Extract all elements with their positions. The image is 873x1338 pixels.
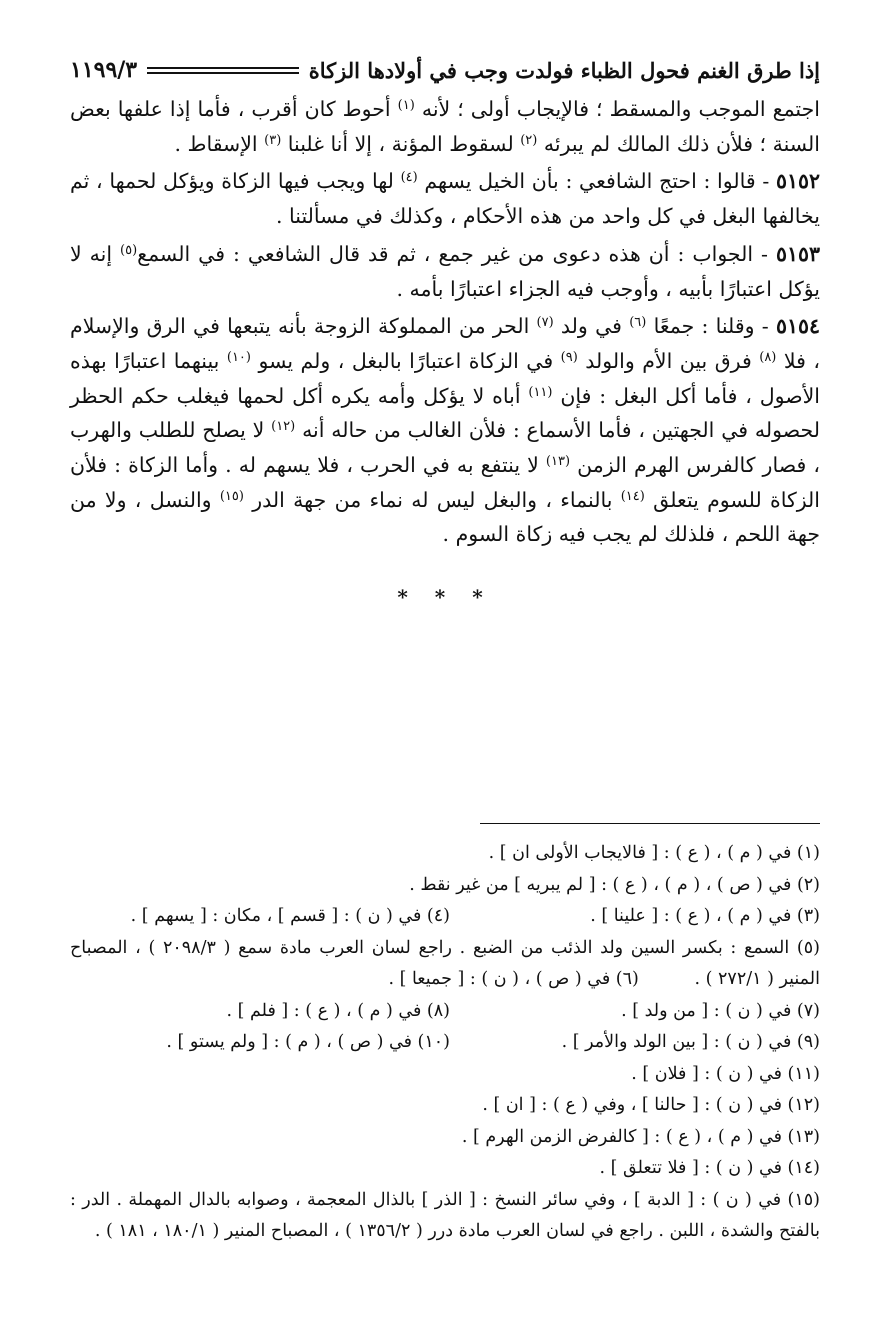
- footnote-5-text: (٥) السمع : بكسر السين ولد الذئب من الضبع . راجع لسان العرب مادة سمع ( ٢٠٩٨/٣ ) ، المصباح المنير ( ٢٧٢/١ ) .: [70, 937, 820, 989]
- text-run: في الزكاة اعتبارًا بالبغل ، ولم يسو: [251, 348, 561, 373]
- footnote-ref[interactable]: (١٤): [620, 488, 645, 504]
- footnote-ref[interactable]: (٥): [120, 242, 138, 258]
- text-run: إنه لا يؤكل اعتبارًا بأبيه ، وأوجب فيه الجزاء اعتبارًا بأمه .: [70, 241, 820, 301]
- footnote-separator-rule: [480, 823, 820, 824]
- text-run: لسقوط المؤنة ، إلا أنا غلبنا: [281, 131, 521, 156]
- text-run: لا يصلح للطلب والهرب ، فصار كالفرس الهرم الزمن: [70, 418, 820, 478]
- paragraph-number: ٥١٥٤: [775, 314, 820, 339]
- running-header: [70, 48, 820, 92]
- text-run: والنسل ، ولا من جهة اللحم ، فلذلك لم يجب فيه زكاة السوم .: [70, 487, 820, 547]
- main-text: [70, 92, 820, 615]
- footnote-ref[interactable]: (١٣): [545, 454, 571, 470]
- text-run: الإسقاط .: [174, 131, 265, 156]
- text-run: بينهما اعتبارًا بهذه الأصول ، فأما أكل البغل : فإن: [70, 348, 820, 408]
- paragraph-number: ٥١٥٢: [775, 169, 820, 194]
- footnote-3: (٣) في ( م ) ، ( ع ) : [ علينا ] .: [590, 906, 820, 926]
- text-run: بعض السنة ؛ فلأن ذلك المالك لم يبرئه: [70, 97, 820, 156]
- section-separator: * * *: [397, 585, 493, 610]
- footnote-12: (١٢) في ( ن ) : [ حالنا ] ، وفي ( ع ) : [ ان ] .: [482, 1095, 820, 1115]
- footnote-row: [70, 1027, 820, 1059]
- text-run: - قالوا : احتج الشافعي : بأن الخيل يسهم: [417, 169, 776, 194]
- text-run: اجتمع الموجب والمسقط ؛ فالإيجاب أولى ؛ لأنه: [414, 97, 820, 121]
- text-run: لا ينتفع به في الحرب ، فلا يسهم له . وأما الزكاة : فلأن الزكاة للسوم يتعلق: [70, 453, 820, 512]
- footnote-4: (٤) في ( ن ) : [ قسم ] ، مكان : [ يسهم ] .: [130, 906, 450, 926]
- footnote-8: (٨) في ( م ) ، ( ع ) : [ فلم ] .: [226, 1000, 450, 1021]
- footnote-ref[interactable]: (٩): [560, 349, 578, 365]
- footnote-ref[interactable]: (٦): [629, 315, 647, 331]
- footnote-row: [70, 901, 820, 933]
- text-run: لها ويجب فيها الزكاة ويؤكل لحمها ، ثم يخالفها البغل في كل واحد من هذه الأحكام ، وكذلك في مسألتنا .: [70, 169, 820, 229]
- paragraph-intro: [70, 92, 820, 161]
- footnote-10: (١٠) في ( ص ) ، ( م ) : [ ولم يستو ] .: [166, 1032, 450, 1052]
- header-double-rule: [147, 67, 299, 74]
- footnote-14: (١٤) في ( ن ) : [ فلا تتعلق ] .: [599, 1158, 820, 1178]
- text-run: أحوط كان أقرب ، فأما إذا علفها: [117, 97, 398, 121]
- footnote-13: (١٣) في ( م ) ، ( ع ) : [ كالفرض الزمن الهرم ] .: [461, 1126, 820, 1147]
- footnote-ref[interactable]: (٣): [264, 132, 282, 148]
- footnote-ref[interactable]: (٤): [400, 170, 418, 186]
- footnotes: [70, 838, 820, 1248]
- footnote-row: [70, 996, 820, 1028]
- text-run: أباه لا يؤكل وأمه يكره أكل لحمها فيغلب حكم الحظر لحصوله في الجهتين ، فأما الأسماع : فلأن الغالب من حاله أنه: [70, 383, 820, 443]
- footnote-ref[interactable]: (٨): [759, 349, 777, 365]
- text-run: فرق بين الأم والولد: [577, 348, 760, 373]
- footnote-ref[interactable]: (١٥): [219, 488, 244, 504]
- footnote-5: [70, 933, 820, 996]
- footnote-6: (٦) في ( ص ) ، ( ن ) : [ جميعا ] .: [388, 969, 639, 989]
- paragraph-5153: [70, 237, 820, 306]
- text-run: في ولد: [553, 314, 630, 339]
- footnote-7: (٧) في ( ن ) : [ من ولد ] .: [621, 1000, 820, 1021]
- text-run: - الجواب : أن هذه دعوى من غير جمع ، ثم قد قال الشافعي : في السمع: [137, 241, 776, 266]
- footnote-ref[interactable]: (٢): [520, 132, 538, 148]
- text-run: الحر من المملوكة الزوجة بأنه يتبعها في الرق والإسلام ، فلا: [70, 314, 820, 373]
- footnote-ref[interactable]: (٧): [536, 315, 554, 331]
- footnote-1: (١) في ( م ) ، ( ع ) : [ فالايجاب الأولى ان ] .: [488, 843, 820, 863]
- paragraph-5152: [70, 164, 820, 233]
- footnote-15: (١٥) في ( ن ) : [ الدبة ] ، وفي سائر النسخ : [ الذر ] بالذال المعجمة ، وصوابه بالدال المهملة . الدر : بالفتح والشدة ، اللبن . راجع في لسان العرب مادة درر ( ١٣٥٦/٢ ) ، المصباح المنير ( ١٨٠/١ ، ١٨١ ) .: [70, 1189, 820, 1241]
- footnote-ref[interactable]: (١٠): [226, 349, 251, 365]
- footnote-11: (١١) في ( ن ) : [ فلان ] .: [631, 1063, 820, 1084]
- footnote-9: (٩) في ( ن ) : [ بين الولد والأمر ] .: [561, 1032, 820, 1052]
- paragraph-5154: [70, 309, 820, 552]
- page-number: ١١٩٩/٣: [70, 57, 138, 83]
- running-title: إذا طرق الغنم فحول الظباء فولدت وجب في أولادها الزكاة: [308, 57, 820, 83]
- footnote-ref[interactable]: (١١): [528, 384, 553, 400]
- footnote-2: (٢) في ( ص ) ، ( م ) ، ( ع ) : [ لم يبريه ] من غير نقط .: [409, 874, 820, 895]
- book-page: [70, 48, 820, 1241]
- text-run: - وقلنا : جمعًا: [646, 314, 776, 339]
- paragraph-number: ٥١٥٣: [775, 241, 820, 266]
- text-run: بالنماء ، والبغل ليس له نماء من جهة الدر: [243, 487, 621, 512]
- footnote-ref[interactable]: (١٢): [271, 419, 296, 435]
- footnote-ref[interactable]: (١): [397, 98, 415, 113]
